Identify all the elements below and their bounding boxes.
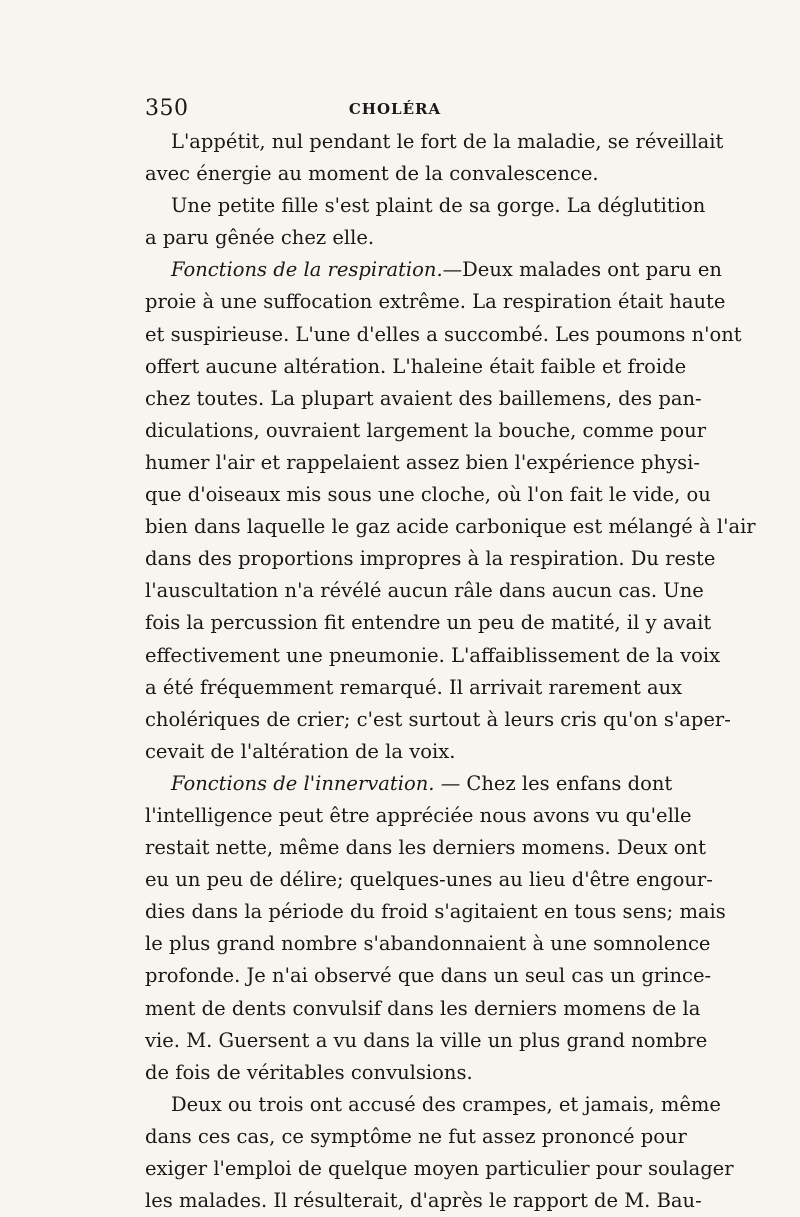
section-heading: Fonctions de l'innervation. — [171, 771, 435, 795]
line-text: et suspirieuse. L'une d'elles a succombé. Les poumons n'ont — [145, 322, 742, 346]
line-text: — Chez les enfans dont — [434, 771, 673, 795]
text-line — [145, 543, 716, 575]
text-line — [145, 768, 673, 800]
text-line — [145, 640, 721, 672]
line-text: fois la percussion fit entendre un peu de matité, il y avait — [145, 611, 712, 635]
text-line — [145, 190, 706, 222]
body-text — [145, 126, 756, 1217]
text-line — [145, 383, 702, 415]
text-line — [145, 1025, 708, 1057]
text-line — [145, 479, 711, 511]
text-line — [145, 319, 742, 351]
line-text: cholériques de crier; c'est surtout à leurs cris qu'on s'aper- — [145, 707, 731, 731]
line-text: chez toutes. La plupart avaient des baillemens, des pan- — [145, 386, 702, 410]
text-line — [145, 1121, 687, 1153]
line-text: a été fréquemment remarqué. Il arrivait rarement aux — [145, 675, 683, 699]
text-line — [145, 960, 712, 992]
line-text: L'appétit, nul pendant le fort de la maladie, se réveillait — [171, 130, 724, 153]
line-text: proie à une suffocation extrême. La respiration était haute — [145, 290, 726, 314]
line-text: a paru gênée chez elle. — [145, 226, 375, 250]
line-text: offert aucune altération. L'haleine était faible et froide — [145, 354, 687, 378]
text-line — [145, 1057, 655, 1089]
text-line — [145, 1089, 721, 1121]
line-text: Deux ou trois ont accusé des crampes, et jamais, même — [171, 1092, 721, 1116]
text-line — [145, 864, 713, 896]
line-text: les malades. Il résulterait, d'après le rapport de M. Bau- — [145, 1189, 702, 1213]
line-text: le plus grand nombre s'abandonnaient à une somnolence — [145, 932, 711, 956]
text-line — [145, 447, 700, 479]
text-line — [145, 286, 726, 318]
running-head: CHOLÉRA — [348, 100, 442, 118]
text-line — [145, 415, 707, 447]
text-line — [145, 800, 692, 832]
text-line — [145, 222, 655, 254]
text-line — [145, 832, 706, 864]
line-text: cevait de l'altération de la voix. — [145, 739, 456, 763]
line-text: vie. M. Guersent a vu dans la ville un plus grand nombre — [145, 1028, 708, 1052]
line-text: dies dans la période du froid s'agitaient en tous sens; mais — [145, 900, 726, 924]
line-text: diculations, ouvraient largement la bouche, comme pour — [145, 418, 707, 442]
line-text: dans ces cas, ce symptôme ne fut assez prononcé pour — [145, 1124, 687, 1148]
text-line — [145, 126, 724, 158]
line-text: l'intelligence peut être appréciée nous avons vu qu'elle — [145, 803, 692, 827]
line-text: ment de dents convulsif dans les derniers momens de la — [145, 996, 701, 1020]
section-heading: Fonctions de la respiration. — [171, 258, 443, 282]
line-text: eu un peu de délire; quelques-unes au lieu d'être engour- — [145, 868, 713, 892]
line-text: restait nette, même dans les derniers momens. Deux ont — [145, 836, 706, 860]
line-text: dans des proportions impropres à la respiration. Du reste — [145, 547, 716, 571]
line-text: bien dans laquelle le gaz acide carbonique est mélangé à l'air — [145, 515, 756, 539]
page-header — [145, 96, 665, 126]
text-line — [145, 896, 726, 928]
text-line — [145, 158, 655, 190]
text-line — [145, 1153, 734, 1185]
line-text: avec énergie au moment de la convalescence. — [145, 162, 599, 186]
text-line — [145, 928, 711, 960]
text-line — [145, 575, 704, 607]
line-text: effectivement une pneumonie. L'affaiblissement de la voix — [145, 643, 721, 667]
text-line — [145, 607, 712, 639]
text-line — [145, 1185, 702, 1217]
line-text: exiger l'emploi de quelque moyen particulier pour soulager — [145, 1157, 734, 1180]
line-text: profonde. Je n'ai observé que dans un seul cas un grince- — [145, 964, 712, 988]
page-number: 350 — [145, 96, 189, 121]
text-line — [145, 672, 683, 704]
text-line — [145, 704, 731, 736]
line-text: humer l'air et rappelaient assez bien l'expérience physi- — [145, 450, 700, 474]
line-text: l'auscultation n'a révélé aucun râle dans aucun cas. Une — [145, 579, 704, 603]
line-text: de fois de véritables convulsions. — [145, 1060, 473, 1084]
line-text: que d'oiseaux mis sous une cloche, où l'on fait le vide, ou — [145, 483, 711, 507]
line-text: —Deux malades ont paru en — [442, 258, 722, 282]
text-line — [145, 736, 655, 768]
text-line — [145, 351, 687, 383]
line-text: Une petite fille s'est plaint de sa gorge. La déglutition — [171, 194, 706, 218]
text-line — [145, 993, 701, 1025]
text-line — [145, 254, 722, 286]
text-line — [145, 511, 756, 543]
